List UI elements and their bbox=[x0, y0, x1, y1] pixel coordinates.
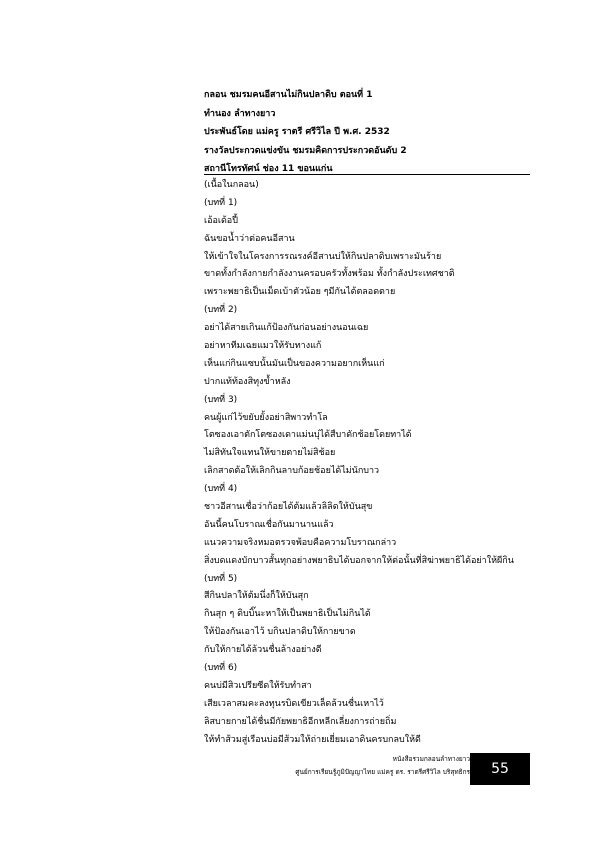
poem-line: ฉันขอน้ำว่าต่อคนอีสาน bbox=[204, 233, 295, 244]
header-line: สถานีโทรทัศน์ ช่อง 11 ขอนแก่น bbox=[204, 164, 333, 174]
poem-line: สิ่งบดแดงบักบาวสั้นทุกอย่างพยาธิบได้บอกจากให้ต่อนั้นที่สิฆ่าพยาธิได้อย่าให้ผีกิน bbox=[204, 555, 514, 566]
poem-line: ไม่สิทันใจแทนให้ขายตายไม่สิช้อย bbox=[204, 448, 336, 459]
footer-book-title: หนังสือรวมกลอนลำทางยาว bbox=[392, 755, 470, 763]
page-footer bbox=[250, 753, 470, 779]
footer-publisher: ศูนย์การเรียนรู้ภูมิปัญญาไทย แม่ครู ดร. ราตรีศรีวิไล บริสุทธิกร bbox=[295, 768, 470, 776]
poem-line: (บทที่ 4) bbox=[204, 484, 238, 495]
header-line: ทำนอง ลำทางยาว bbox=[204, 108, 276, 119]
poem-line: (บทที่ 6) bbox=[204, 663, 238, 674]
poem-line: ลิสบายกายได้ชื่นมีกัยพยาธิอีกหลีกเลี่ยงการถ่ายถิ่ม bbox=[204, 716, 397, 727]
poem-line: ให้เข้าใจในโครงการรณรงค์อีสานบ่ให้กินปลาดิบเพราะมันร้าย bbox=[204, 251, 442, 262]
poem-line: เพราะพยาธิเป็นเม็ดเบ้าตัวน้อย ๆมีกันได้ตลอดตาย bbox=[204, 287, 396, 298]
poem-line: เสียเวลาสมคะลงทุนรบิดเขียวเล็ดล้วนชื่นเหาไว้ bbox=[204, 698, 384, 709]
poem-line: อย่าได้สายเกินแก้ป้องกันก่อนอย่างนอนเฉย bbox=[204, 323, 369, 334]
poem-line: อันนี้คนโบราณเชื่อกันมานานแล้ว bbox=[204, 519, 334, 530]
document-header bbox=[204, 86, 407, 179]
header-divider bbox=[204, 174, 530, 175]
poem-line: (บทที่ 3) bbox=[204, 394, 238, 405]
poem-line: เลิกสาดต้อให้เลิกกินลาบก้อยช้อยได้ไม่นักบาว bbox=[204, 466, 380, 477]
poem-line: (บทที่ 1) bbox=[204, 197, 238, 208]
poem-line: สีกินปลาให้ต้มนึ่งก็ให้บันสุก bbox=[204, 591, 309, 602]
poem-line: ให้ทำส้วมสู่เรือนบ่อมีส้วมให้ถ่ายเยี่ยมเอาดินครบกลบให้ดี bbox=[204, 734, 421, 745]
poem-line: แนวความจริงหมอตรวจพ้อบคือความโบราณกล่าว bbox=[204, 537, 397, 548]
poem-line: เอ้อเด้อปี้ bbox=[204, 215, 238, 226]
poem-line: กินสุก ๆ ดิบบิ๊นะหาให้เป็นพยาธิเป็นไม่กินได้ bbox=[204, 609, 371, 620]
header-line: รางวัลประกวดแข่งขัน ชมรมคิดการประกวดอันดับ 2 bbox=[204, 145, 407, 156]
poem-line: เห็นแก่กินแซบนั้นมันเป็นของความอยากเห็นแก่ bbox=[204, 358, 385, 369]
poem-line: ปากแท้ท้องสิทุงข้ำหลัง bbox=[204, 376, 291, 387]
poem-line: (เนื้อในกลอน) bbox=[204, 180, 259, 190]
poem-line: ชาวอีสานเชื่อว่าก้อยได้ต้มแล้วลิลิดให้บันสุข bbox=[204, 502, 373, 513]
poem-line: โตซองเอาตักโตซองเดาแม่นบุ่ได้สืบาดักช้อยโดยทาได้ bbox=[204, 430, 412, 441]
poem-body bbox=[204, 177, 514, 750]
poem-line: กับให้กายได้ล้วนชื่นล้างอย่างดี bbox=[204, 645, 322, 656]
poem-line: คนผู้แก่ไว้ขยับยั้งอย่าสิพาวทำโล bbox=[204, 412, 328, 423]
page-number: 55 bbox=[491, 761, 509, 777]
page-number-box bbox=[470, 753, 530, 785]
poem-line: ให้ป้องกันเอาไว้ บกินปลาดิบให้กายขาด bbox=[204, 627, 356, 638]
poem-line: อย่าหาทีมเฉยแมวให้รับทางแก้ bbox=[204, 341, 322, 352]
header-line: ประพันธ์โดย แม่ครู ราตรี ศรีวิไล ปี พ.ศ. 2532 bbox=[204, 127, 390, 137]
header-line: กลอน ชมรมคนอีสานไม่กินปลาดิบ ตอนที่ 1 bbox=[204, 90, 373, 100]
poem-line: (บทที่ 2) bbox=[204, 305, 238, 316]
poem-line: ขาดทั้งกำลังกายกำลังงานครอบครัวทั้งพร้อม ทั้งกำลังประเทศชาติ bbox=[204, 269, 455, 280]
poem-line: คนบ่มีสิวเปรียซีดให้รับทำสา bbox=[204, 680, 312, 691]
poem-line: (บทที่ 5) bbox=[204, 573, 238, 584]
